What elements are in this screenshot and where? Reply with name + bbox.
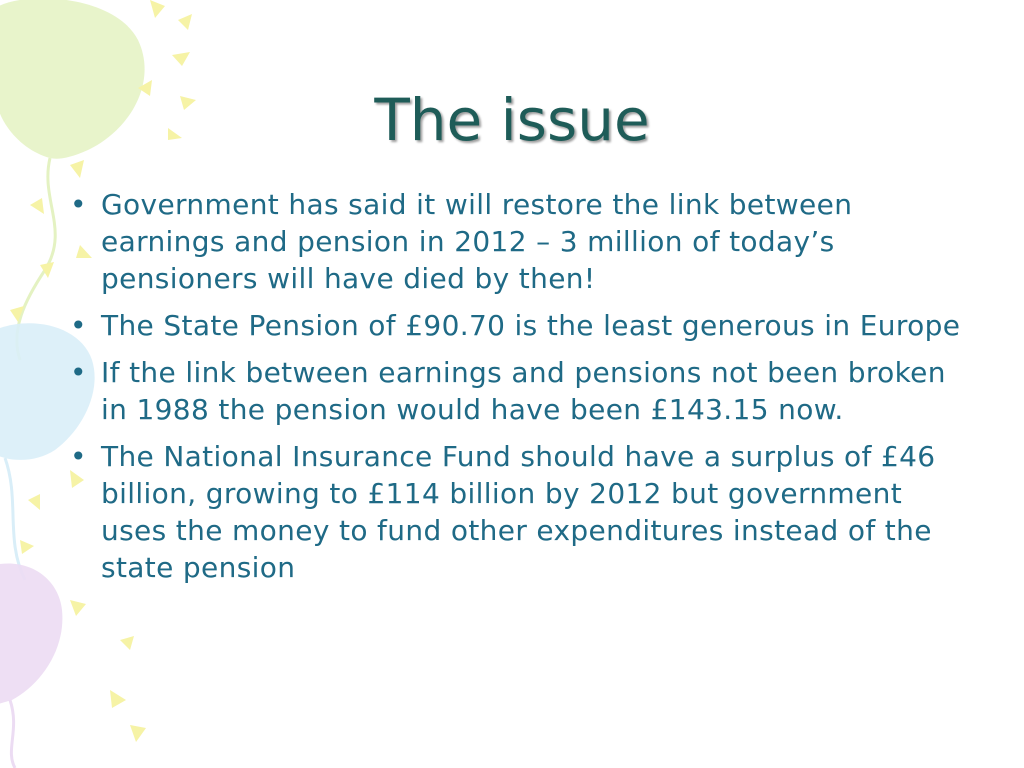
- bullet-point: •: [70, 309, 87, 342]
- list-item: [66, 307, 976, 344]
- bullet-text: If the link between earnings and pensions not been broken in 1988 the pension would have been £143.15 now.: [101, 356, 946, 426]
- bullet-point: •: [70, 188, 87, 221]
- list-item: [66, 186, 976, 297]
- purple-balloon: [0, 563, 62, 768]
- bullet-text: Government has said it will restore the link between earnings and pension in 2012 – 3 million of today’s pensioners will have died by then!: [101, 188, 853, 295]
- slide-title: The issue: [374, 86, 650, 154]
- bullet-list: [66, 186, 976, 596]
- bullet-point: •: [70, 440, 87, 473]
- bullet-text: The State Pension of £90.70 is the least generous in Europe: [101, 309, 961, 342]
- bullet-point: •: [70, 356, 87, 389]
- bullet-text: The National Insurance Fund should have a surplus of £46 billion, growing to £114 billion by 2012 but government uses the money to fund other expenditures instead of the state pension: [101, 440, 936, 584]
- list-item: [66, 354, 976, 428]
- list-item: [66, 438, 976, 586]
